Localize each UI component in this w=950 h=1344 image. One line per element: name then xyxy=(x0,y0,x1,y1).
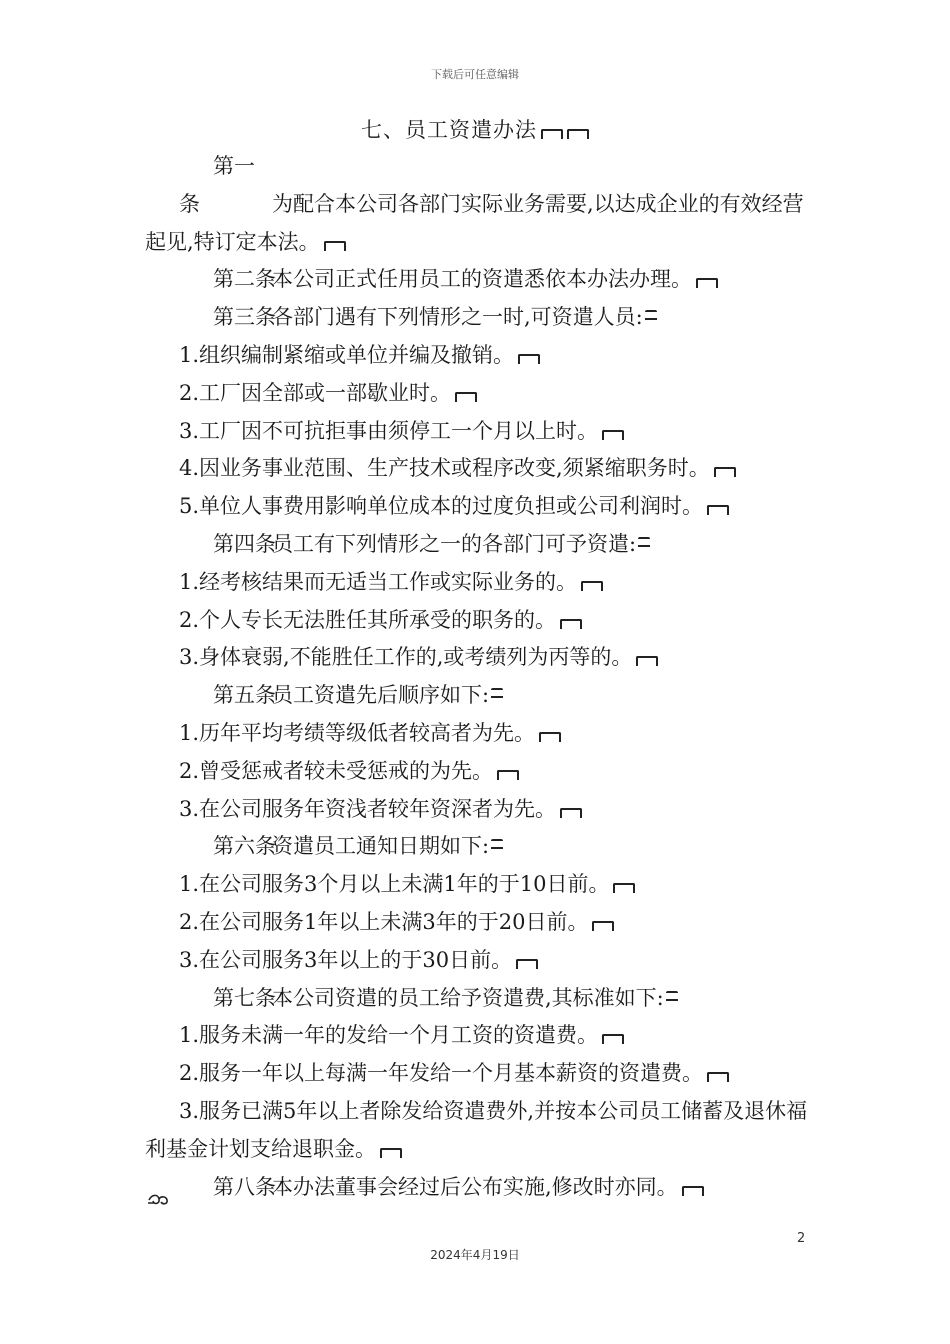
article-number: 第一条 xyxy=(179,154,255,216)
list-item xyxy=(145,413,815,451)
paragraph-text: 4.因业务事业范围、生产技术或程序改变,须紧缩职务时。 xyxy=(179,456,710,481)
paragraph-text: 1.经考核结果而无适当工作或实际业务的。 xyxy=(179,569,578,594)
paragraph-text: 本公司正式任用员工的资遣悉依本办法办理。 xyxy=(272,267,692,292)
paragraph-text: 1.服务未满一年的发给一个月工资的资遣费。 xyxy=(179,1023,599,1048)
paragraph-text: 2.在公司服务1年以上未满3年的于20日前。 xyxy=(179,909,589,934)
paragraph-text: 1.在公司服务3个月以上未满1年的于10日前。 xyxy=(179,872,610,897)
document-title xyxy=(0,114,950,144)
article-paragraph xyxy=(145,526,815,564)
document-body xyxy=(145,148,815,1206)
page-header: 下载后可任意编辑 xyxy=(431,68,519,81)
paragraph-mark-icon xyxy=(613,883,635,893)
list-item xyxy=(145,942,815,980)
paragraph-mark-icon xyxy=(380,1148,402,1158)
article-paragraph xyxy=(145,828,815,866)
paragraph-mark-icon xyxy=(638,537,650,547)
list-item xyxy=(145,866,815,904)
paragraph-text: 3.在公司服务年资浅者较年资深者为先。 xyxy=(179,796,557,821)
list-item xyxy=(145,639,815,677)
paragraph-text: 3.在公司服务3年以上的于30日前。 xyxy=(179,947,513,972)
paragraph-mark-icon xyxy=(518,354,540,364)
paragraph-text: 5.单位人事费用影响单位成本的过度负担或公司利润时。 xyxy=(179,494,704,519)
paragraph-mark-icon xyxy=(636,656,658,666)
article-paragraph xyxy=(145,677,815,715)
paragraph-mark-icon xyxy=(682,1186,704,1196)
paragraph-text: 1.组织编制紧缩或单位并编及撤销。 xyxy=(179,342,515,367)
paragraph-mark-icon xyxy=(707,505,729,515)
list-item xyxy=(145,904,815,942)
paragraph-mark-icon xyxy=(581,581,603,591)
paragraph-mark-icon xyxy=(645,310,657,320)
article-number: 第六条 xyxy=(213,834,276,859)
paragraph-text: 3.工厂因不可抗拒事由须停工一个月以上时。 xyxy=(179,418,599,443)
article-paragraph xyxy=(145,148,815,261)
list-item xyxy=(145,715,815,753)
paragraph-mark-icon xyxy=(491,688,503,698)
article-paragraph xyxy=(145,1169,815,1207)
paragraph-mark-icon xyxy=(567,129,589,139)
page-footer-date: 2024年4月19日 xyxy=(430,1248,520,1262)
paragraph-text: 资遣员工通知日期如下: xyxy=(272,834,490,859)
paragraph-text: 3.服务已满5年以上者除发给资遣费外,并按本公司员工储蓄及退休福利基金计划支给退职金。 xyxy=(145,1098,808,1161)
article-number: 第二条 xyxy=(213,267,276,292)
article-paragraph xyxy=(145,261,815,299)
article-number: 第七条 xyxy=(213,985,276,1010)
list-item xyxy=(145,488,815,526)
paragraph-mark-icon xyxy=(707,1072,729,1082)
paragraph-mark-icon xyxy=(602,1034,624,1044)
paragraph-mark-icon xyxy=(560,808,582,818)
paragraph-text: 2.服务一年以上每满一年发给一个月基本薪资的资遣费。 xyxy=(179,1061,704,1086)
article-number: 第四条 xyxy=(213,531,276,556)
page-number: 2 xyxy=(797,1231,806,1246)
paragraph-mark-icon xyxy=(714,467,736,477)
paragraph-mark-icon xyxy=(560,619,582,629)
paragraph-text: 各部门遇有下列情形之一时,可资遣人员: xyxy=(272,305,643,330)
paragraph-text: 2.曾受惩戒者较未受惩戒的为先。 xyxy=(179,758,494,783)
list-item xyxy=(145,1055,815,1093)
list-item xyxy=(145,1093,815,1169)
list-item xyxy=(145,450,815,488)
paragraph-text: 为配合本公司各部门实际业务需要,以达成企业的有效经营起见,特订定本法。 xyxy=(145,191,804,254)
list-item xyxy=(145,791,815,829)
paragraph-mark-icon xyxy=(602,430,624,440)
paragraph-text: 2.工厂因全部或一部歇业时。 xyxy=(179,380,452,405)
article-number: 第八条 xyxy=(213,1174,276,1199)
title-text: 七、员工资遣办法 xyxy=(361,118,537,142)
paragraph-text: 员工资遣先后顺序如下: xyxy=(272,683,490,708)
list-item xyxy=(145,564,815,602)
paragraph-mark-icon xyxy=(539,732,561,742)
paragraph-text: 本办法董事会经过后公布实施,修改时亦同。 xyxy=(272,1174,678,1199)
paragraph-mark-icon xyxy=(696,278,718,288)
paragraph-text: 本公司资遣的员工给予资遣费,其标准如下: xyxy=(272,985,664,1010)
article-number: 第五条 xyxy=(213,683,276,708)
paragraph-text: 3.身体衰弱,不能胜任工作的,或考绩列为丙等的。 xyxy=(179,645,633,670)
paragraph-mark-icon xyxy=(516,959,538,969)
list-item xyxy=(145,337,815,375)
paragraph-text: 2.个人专长无法胜任其所承受的职务的。 xyxy=(179,607,557,632)
paragraph-mark-icon xyxy=(497,770,519,780)
article-number: 第三条 xyxy=(213,305,276,330)
paragraph-mark-icon xyxy=(491,839,503,849)
paragraph-mark-icon xyxy=(541,129,563,139)
list-item xyxy=(145,1017,815,1055)
paragraph-mark-icon xyxy=(666,991,678,1001)
paragraph-mark-icon xyxy=(592,921,614,931)
paragraph-mark-icon xyxy=(455,392,477,402)
paragraph-text: 员工有下列情形之一的各部门可予资遣: xyxy=(272,531,637,556)
end-mark-icon xyxy=(146,1191,170,1209)
paragraph-mark-icon xyxy=(324,241,346,251)
list-item xyxy=(145,375,815,413)
paragraph-text: 1.历年平均考绩等级低者较高者为先。 xyxy=(179,720,536,745)
list-item xyxy=(145,753,815,791)
article-paragraph xyxy=(145,980,815,1018)
article-paragraph xyxy=(145,299,815,337)
list-item xyxy=(145,602,815,640)
